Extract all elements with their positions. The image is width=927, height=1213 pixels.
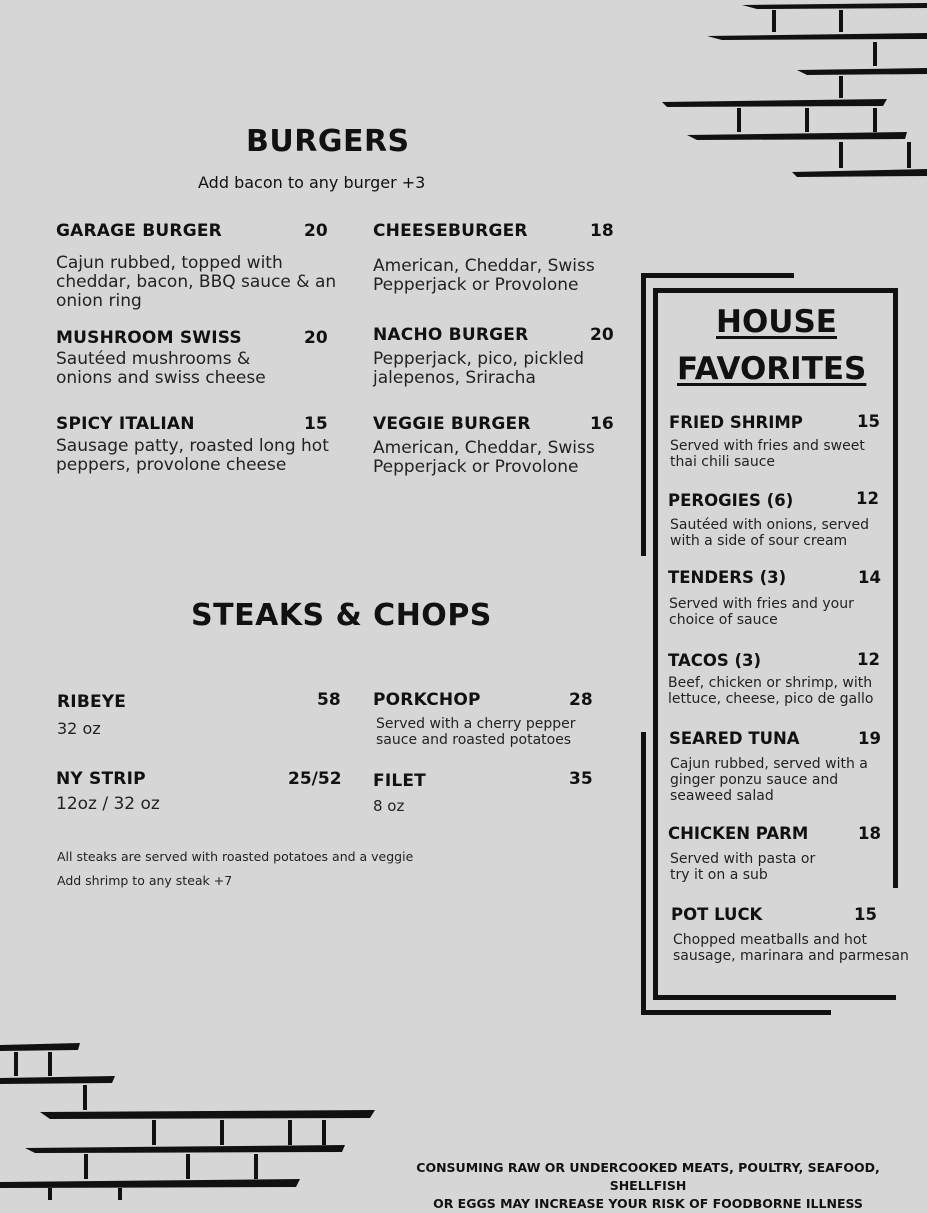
favorite-name: FRIED SHRIMP: [669, 413, 803, 432]
favorite-price: 18: [858, 824, 881, 843]
steak-description: 8 oz: [373, 797, 405, 815]
burger-name: SPICY ITALIAN: [56, 414, 195, 434]
frame-inner-right: [893, 288, 898, 888]
favorite-price: 19: [858, 729, 881, 748]
burgers-subtitle: Add bacon to any burger +3: [198, 173, 426, 192]
house-favorites-title-line2: FAVORITES: [677, 351, 867, 387]
foodborne-illness-disclaimer: CONSUMING RAW OR UNDERCOOKED MEATS, POULTRY, SEAFOOD, SHELLFISH OR EGGS MAY INCREASE YOUR RISK OF FOODBORNE ILLNESS: [416, 1160, 880, 1211]
favorite-name: SEARED TUNA: [669, 729, 800, 748]
favorite-price: 15: [857, 412, 880, 431]
burger-description: Cajun rubbed, topped with cheddar, bacon, BBQ sauce & an onion ring: [56, 253, 337, 311]
burger-price: 15: [304, 414, 328, 434]
burger-name: NACHO BURGER: [373, 325, 529, 345]
frame-inner-top: [653, 288, 898, 293]
house-favorites-title-line1: HOUSE: [716, 304, 837, 340]
favorite-name: PEROGIES (6): [668, 491, 794, 510]
steak-description: 12oz / 32 oz: [56, 794, 160, 814]
steak-description: 32 oz: [57, 719, 101, 738]
steaks-note: Add shrimp to any steak +7: [57, 873, 233, 888]
steak-name: PORKCHOP: [373, 690, 481, 710]
favorite-description: Cajun rubbed, served with a ginger ponzu sauce and seaweed salad: [670, 756, 868, 804]
favorite-description: Beef, chicken or shrimp, with lettuce, cheese, pico de gallo: [668, 675, 874, 707]
burgers-title: BURGERS: [246, 124, 410, 159]
favorite-name: TACOS (3): [668, 651, 762, 670]
steaks-note: All steaks are served with roasted potatoes and a veggie: [57, 849, 414, 864]
favorite-description: Served with fries and your choice of sauce: [669, 596, 854, 628]
steak-name: RIBEYE: [57, 692, 127, 712]
steak-name: NY STRIP: [56, 769, 146, 789]
steaks-title: STEAKS & CHOPS: [191, 598, 492, 633]
burger-description: American, Cheddar, Swiss Pepperjack or Provolone: [373, 438, 595, 477]
steak-name: FILET: [373, 771, 426, 791]
frame-outer-left-upper: [641, 273, 646, 556]
steak-price: 35: [569, 769, 593, 789]
burger-description: Sausage patty, roasted long hot peppers, provolone cheese: [56, 436, 329, 475]
burger-price: 18: [590, 221, 614, 241]
favorite-description: Chopped meatballs and hot sausage, marinara and parmesan: [673, 932, 909, 964]
burger-price: 16: [590, 414, 614, 434]
favorite-price: 12: [856, 489, 879, 508]
favorite-price: 14: [858, 568, 881, 587]
burger-price: 20: [304, 221, 328, 241]
frame-outer-top: [641, 273, 794, 278]
brick-pattern-top-right: [647, 0, 927, 185]
burger-price: 20: [304, 328, 328, 348]
favorite-name: POT LUCK: [671, 905, 763, 924]
burger-description: Pepperjack, pico, pickled jalepenos, Sriracha: [373, 349, 585, 388]
favorite-name: TENDERS (3): [668, 568, 787, 587]
frame-outer-bottom: [641, 1010, 831, 1015]
steak-description: Served with a cherry pepper sauce and roasted potatoes: [376, 716, 576, 748]
favorite-description: Served with fries and sweet thai chili sauce: [670, 438, 865, 470]
steak-price: 25/52: [288, 769, 342, 789]
steak-price: 28: [569, 690, 593, 710]
burger-name: VEGGIE BURGER: [373, 414, 531, 434]
favorite-description: Served with pasta or try it on a sub: [670, 851, 816, 883]
burger-name: MUSHROOM SWISS: [56, 328, 242, 348]
favorite-name: CHICKEN PARM: [668, 824, 809, 843]
favorite-price: 12: [857, 650, 880, 669]
burger-name: CHEESEBURGER: [373, 221, 528, 241]
steak-price: 58: [317, 690, 341, 710]
burger-description: American, Cheddar, Swiss Pepperjack or Provolone: [373, 256, 595, 295]
frame-inner-left: [653, 288, 658, 1000]
burger-description: Sautéed mushrooms & onions and swiss cheese: [56, 349, 266, 388]
frame-outer-left-lower: [641, 732, 646, 1015]
favorite-description: Sautéed with onions, served with a side of sour cream: [670, 517, 869, 549]
frame-inner-bottom: [653, 995, 896, 1000]
favorite-price: 15: [854, 905, 877, 924]
brick-pattern-bottom-left: [0, 1040, 380, 1200]
burger-name: GARAGE BURGER: [56, 221, 222, 241]
burger-price: 20: [590, 325, 614, 345]
